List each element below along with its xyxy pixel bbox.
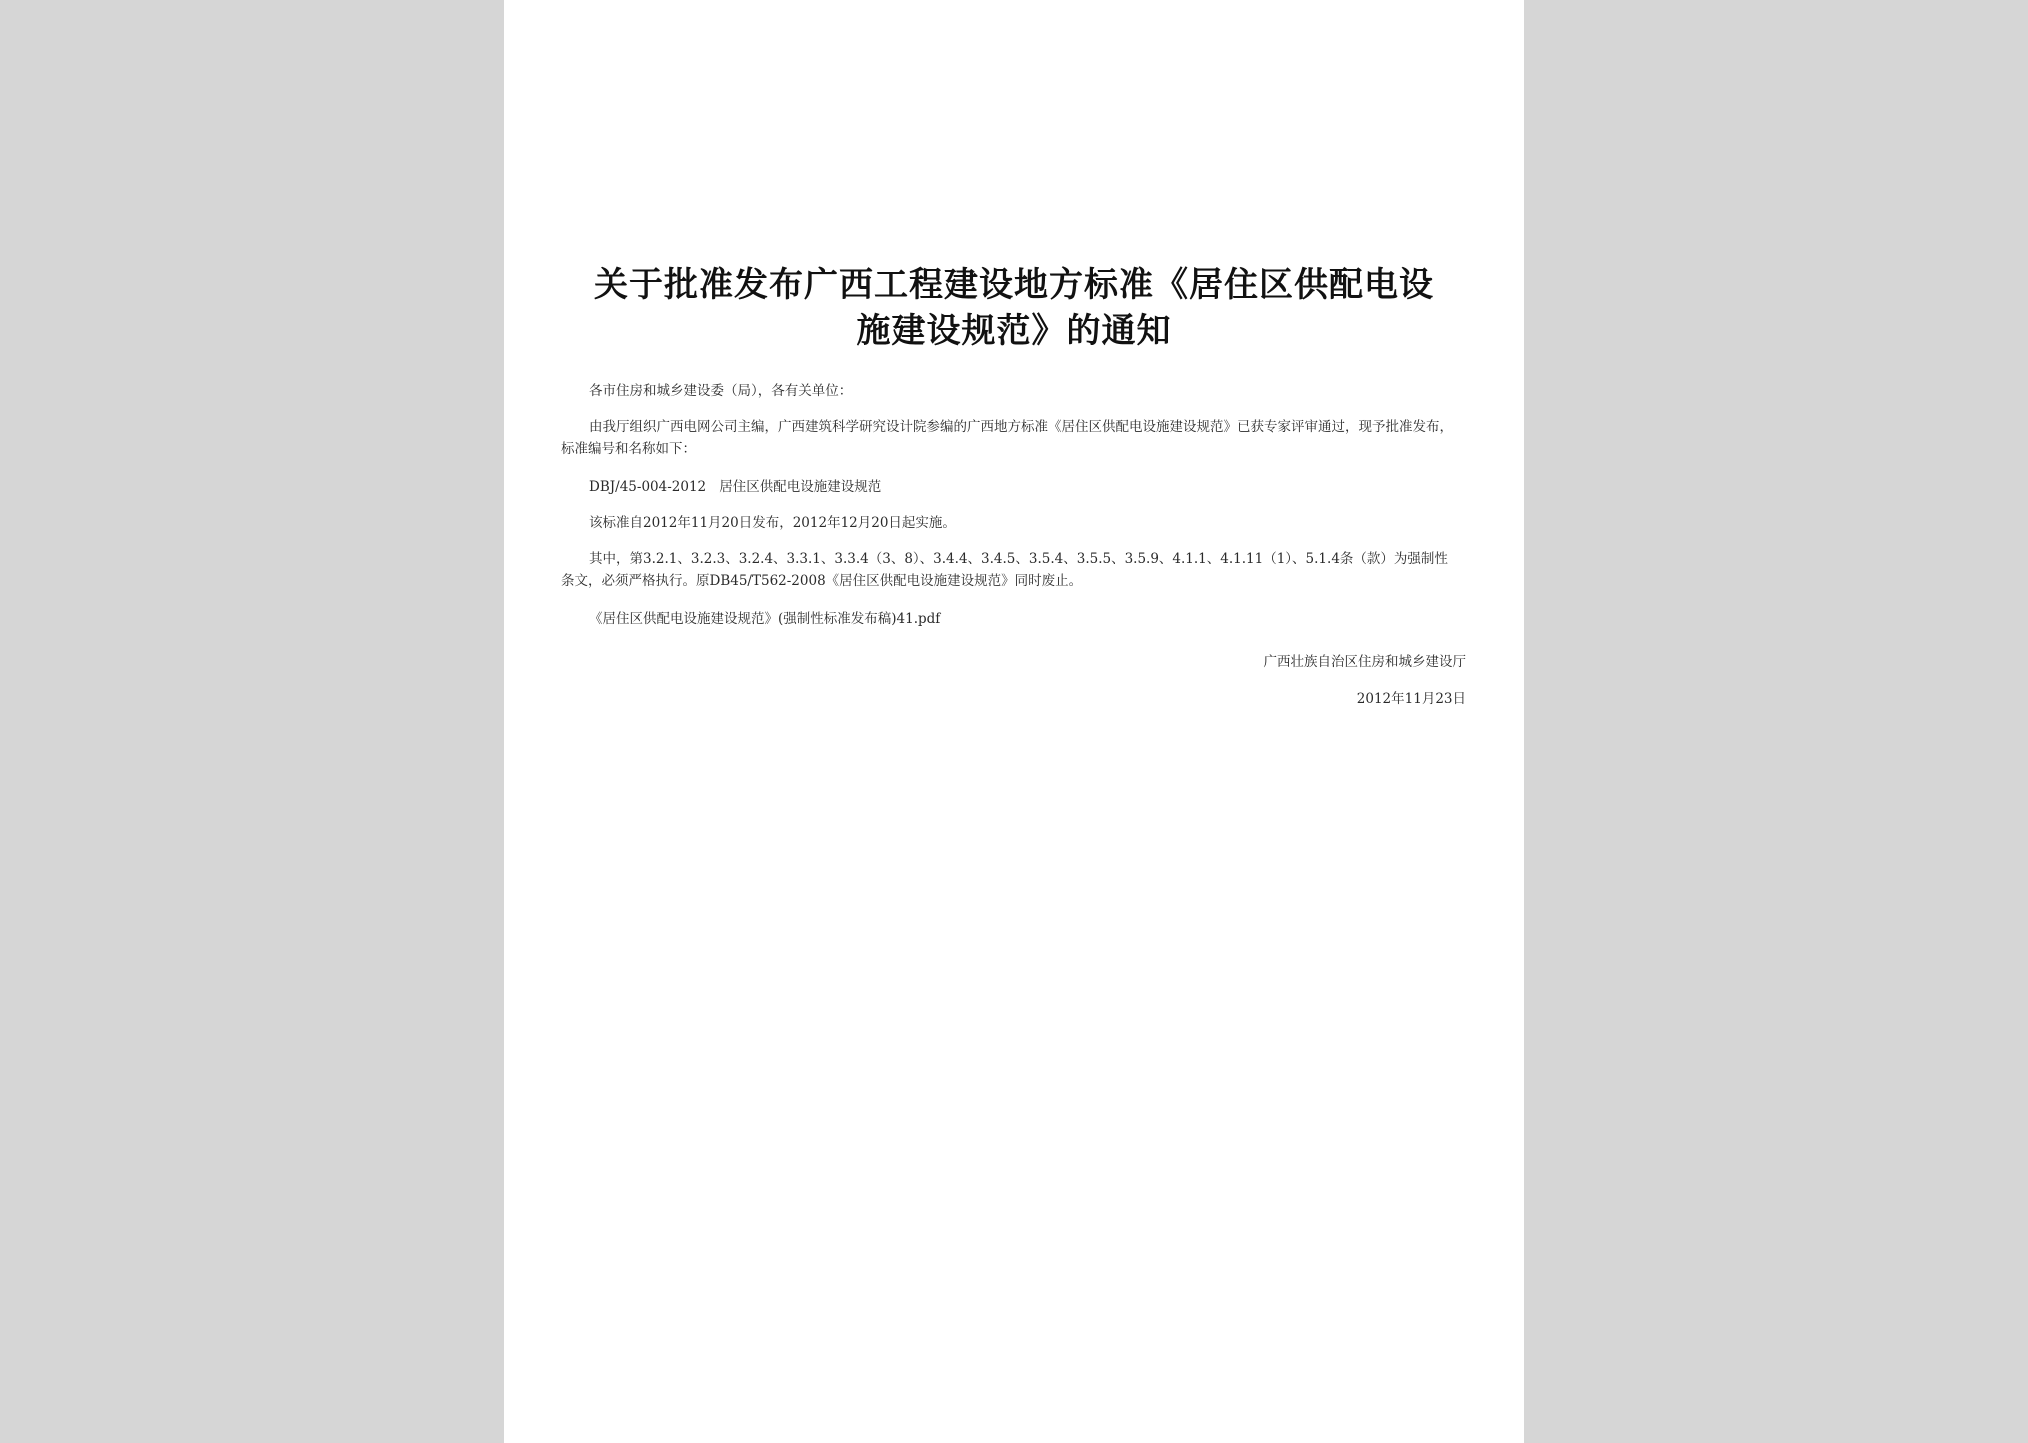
page-title: [544, 262, 1484, 354]
salutation: 各市住房和城乡建设委（局），各有关单位：: [589, 383, 853, 399]
standard-line: [561, 476, 1461, 498]
standard-code: DBJ/45-004-2012: [589, 479, 707, 495]
issuer-signature: 广西壮族自治区住房和城乡建设厅: [1263, 654, 1466, 670]
title-line-1: 关于批准发布广西工程建设地方标准《居住区供配电设: [594, 265, 1434, 305]
effective-date-paragraph: 该标准自2012年11月20日发布，2012年12月20日起实施。: [589, 515, 956, 531]
attachment-link[interactable]: 《居住区供配电设施建设规范》(强制性标准发布稿)41.pdf: [589, 611, 941, 627]
issue-date: 2012年11月23日: [1356, 691, 1466, 707]
mandatory-clauses-paragraph: 其中，第3.2.1、3.2.3、3.2.4、3.3.1、3.3.4（3、8）、3.4.4、3.4.5、3.5.4、3.5.5、3.5.9、4.1.1、4.1.11（1）、5.1.4条（款）为强制性条文，必须严格执行。原DB45/T562-2008《居住区供配电设施建设规范》同时废止。: [561, 551, 1448, 589]
intro-paragraph: 由我厅组织广西电网公司主编，广西建筑科学研究设计院参编的广西地方标准《居住区供配电设施建设规范》已获专家评审通过，现予批准发布，标准编号和名称如下：: [561, 419, 1453, 457]
standard-name: 居住区供配电设施建设规范: [719, 479, 882, 495]
notice-body: [561, 380, 1461, 644]
document-page: [504, 0, 1524, 1443]
title-line-2: 施建设规范》的通知: [856, 311, 1172, 351]
